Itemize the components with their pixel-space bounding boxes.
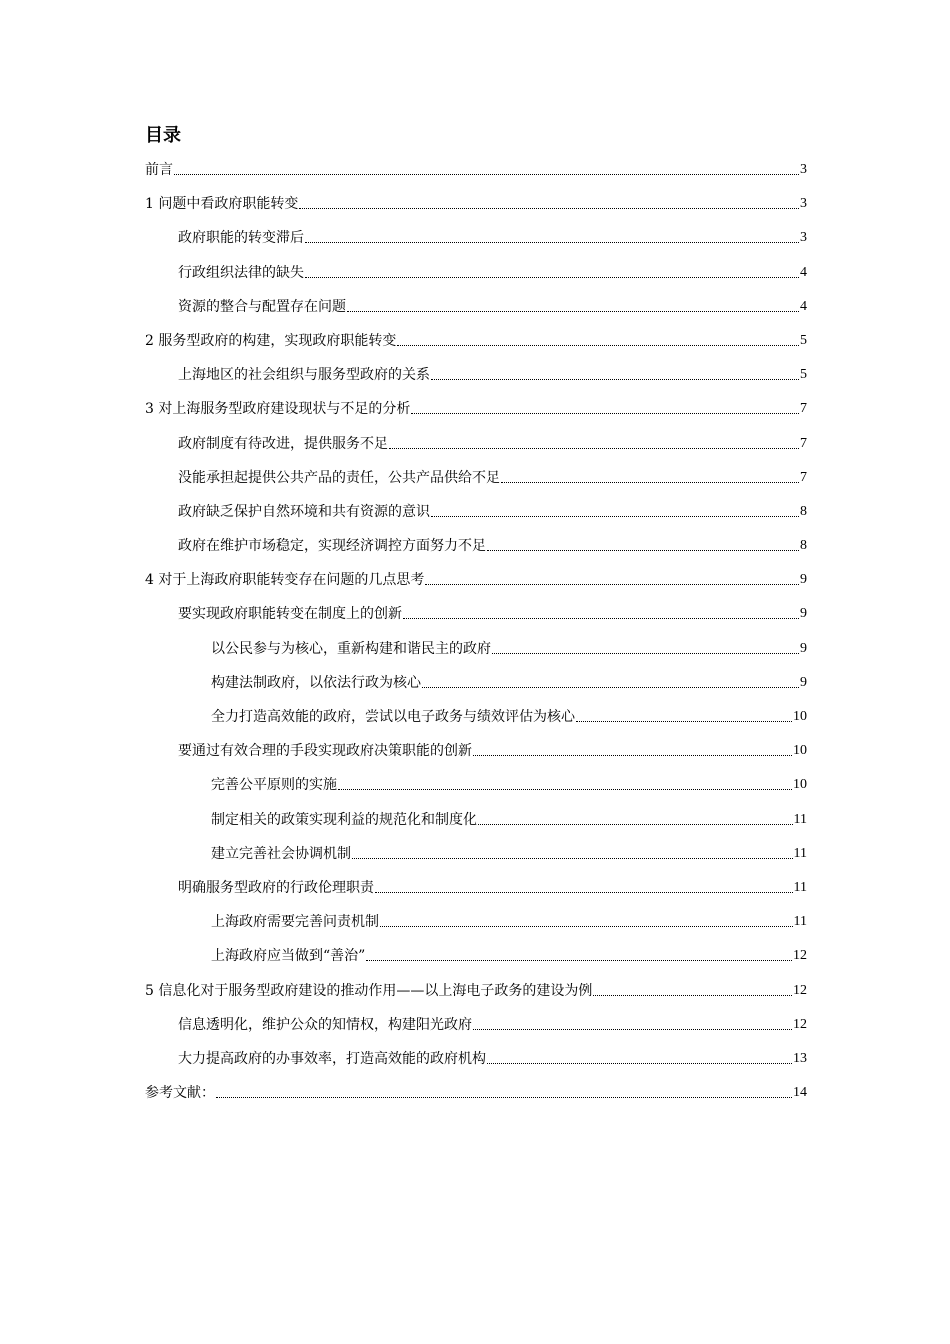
toc-page-number: 3	[800, 162, 807, 177]
toc-entry-title: 上海政府应当做到“善治”	[211, 948, 366, 965]
toc-entry-title: 5 信息化对于服务型政府建设的推动作用——以上海电子政务的建设为例	[145, 982, 593, 999]
toc-entry[interactable]	[145, 525, 807, 559]
toc-dot-leader	[366, 960, 792, 961]
toc-dot-leader	[380, 926, 793, 927]
toc-entry[interactable]	[145, 354, 807, 388]
toc-entry[interactable]	[145, 457, 807, 491]
toc-entry[interactable]	[145, 833, 807, 867]
toc-dot-leader	[403, 618, 799, 619]
toc-dot-leader	[593, 995, 792, 996]
toc-entry-title: 大力提高政府的办事效率，打造高效能的政府机构	[178, 1050, 486, 1067]
toc-dot-leader	[352, 858, 793, 859]
toc-entry-title: 要通过有效合理的手段实现政府决策职能的创新	[178, 743, 472, 760]
toc-dot-leader	[478, 824, 793, 825]
toc-page-number: 11	[793, 914, 807, 930]
toc-entry[interactable]	[145, 1038, 807, 1072]
toc-page-number: 3	[800, 230, 807, 246]
toc-page-number: 11	[793, 879, 807, 895]
toc-dot-leader	[305, 277, 799, 278]
toc-entry[interactable]	[145, 217, 807, 251]
toc-entry[interactable]	[145, 662, 807, 696]
toc-entry-title: 政府缺乏保护自然环境和共有资源的意识	[178, 503, 430, 520]
toc-page-number: 8	[800, 538, 807, 554]
toc-entry[interactable]	[145, 1004, 807, 1038]
toc-dot-leader	[431, 516, 799, 517]
toc-page-number: 10	[793, 709, 807, 724]
toc-entry[interactable]	[145, 593, 807, 627]
toc-entry-title: 以公民参与为核心，重新构建和谐民主的政府	[211, 640, 491, 657]
toc-page-number: 10	[793, 743, 807, 759]
toc-entry[interactable]	[145, 286, 807, 320]
toc-entry[interactable]	[145, 491, 807, 525]
toc-entry-title: 行政组织法律的缺失	[178, 264, 304, 281]
toc-title: 目录	[145, 125, 181, 146]
toc-dot-leader	[299, 208, 799, 209]
toc-dot-leader	[174, 174, 799, 175]
toc-entry-title: 2 服务型政府的构建，实现政府职能转变	[145, 332, 397, 349]
toc-dot-leader	[422, 687, 799, 688]
toc-dot-leader	[305, 242, 799, 243]
toc-page-number: 11	[793, 845, 807, 861]
toc-page-number: 12	[793, 1016, 807, 1032]
toc-page-number: 11	[793, 811, 807, 827]
toc-dot-leader	[501, 482, 799, 483]
toc-entry[interactable]	[145, 798, 807, 832]
toc-entry[interactable]	[145, 696, 807, 730]
toc-entry-title: 政府职能的转变滞后	[178, 230, 304, 247]
toc-dot-leader	[473, 755, 792, 756]
toc-entry-title: 上海地区的社会组织与服务型政府的关系	[178, 367, 430, 384]
toc-page-number: 5	[800, 367, 807, 383]
toc-page-number: 7	[800, 469, 807, 485]
toc-page-number: 9	[800, 572, 807, 588]
toc-entry[interactable]	[145, 867, 807, 901]
toc-entry-title: 前言	[145, 162, 173, 178]
toc-entry-title: 政府制度有待改进，提供服务不足	[178, 435, 388, 452]
toc-page-number: 12	[793, 948, 807, 964]
toc-entry-title: 构建法制政府，以依法行政为核心	[211, 674, 421, 691]
toc-entry[interactable]	[145, 935, 807, 969]
toc-page-number: 4	[800, 264, 807, 280]
toc-page-number: 9	[800, 674, 807, 690]
toc-entry[interactable]	[145, 1072, 807, 1106]
toc-dot-leader	[487, 1063, 792, 1064]
toc-entry-title: 上海政府需要完善问责机制	[211, 914, 379, 931]
toc-entry-title: 没能承担起提供公共产品的责任，公共产品供给不足	[178, 469, 500, 486]
toc-entry[interactable]	[145, 320, 807, 354]
toc-page-number: 3	[800, 196, 807, 212]
toc-page-number: 5	[800, 332, 807, 348]
toc-dot-leader	[389, 448, 799, 449]
toc-entry-title: 参考文献：	[145, 1085, 215, 1102]
toc-entry[interactable]	[145, 388, 807, 422]
toc-page-number: 9	[800, 640, 807, 656]
toc-entry[interactable]	[145, 901, 807, 935]
toc-dot-leader	[216, 1097, 792, 1098]
toc-page-number: 13	[793, 1050, 807, 1066]
toc-entry[interactable]	[145, 627, 807, 661]
toc-dot-leader	[425, 584, 799, 585]
toc-entry-title: 资源的整合与配置存在问题	[178, 298, 346, 315]
toc-page-number: 7	[800, 435, 807, 451]
toc-entry[interactable]	[145, 183, 807, 217]
toc-entry-title: 4 对于上海政府职能转变存在问题的几点思考	[145, 572, 425, 589]
toc-entry[interactable]	[145, 422, 807, 456]
toc-dot-leader	[347, 311, 799, 312]
toc-entry-title: 3 对上海服务型政府建设现状与不足的分析	[145, 401, 411, 418]
toc-dot-leader	[492, 653, 799, 654]
toc-page-number: 10	[793, 777, 807, 793]
table-of-contents	[145, 159, 807, 1106]
toc-dot-leader	[576, 721, 792, 722]
toc-dot-leader	[338, 789, 792, 790]
toc-entry-title: 政府在维护市场稳定，实现经济调控方面努力不足	[178, 538, 486, 555]
toc-entry-title: 1 问题中看政府职能转变	[145, 196, 299, 213]
toc-entry[interactable]	[145, 159, 807, 183]
toc-entry[interactable]	[145, 764, 807, 798]
toc-entry-title: 要实现政府职能转变在制度上的创新	[178, 606, 402, 623]
toc-entry[interactable]	[145, 730, 807, 764]
toc-entry-title: 建立完善社会协调机制	[211, 845, 351, 862]
toc-page-number: 14	[793, 1085, 807, 1101]
toc-dot-leader	[431, 379, 799, 380]
toc-dot-leader	[473, 1029, 792, 1030]
toc-dot-leader	[375, 892, 793, 893]
toc-page-number: 4	[800, 298, 807, 314]
toc-dot-leader	[397, 345, 799, 346]
toc-entry-title: 完善公平原则的实施	[211, 777, 337, 794]
toc-entry-title: 制定相关的政策实现利益的规范化和制度化	[211, 811, 477, 828]
toc-entry-title: 明确服务型政府的行政伦理职责	[178, 879, 374, 896]
toc-entry[interactable]	[145, 559, 807, 593]
toc-entry[interactable]	[145, 251, 807, 285]
toc-dot-leader	[411, 413, 799, 414]
toc-dot-leader	[487, 550, 799, 551]
toc-page-number: 8	[800, 503, 807, 519]
toc-entry-title: 信息透明化，维护公众的知情权，构建阳光政府	[178, 1016, 472, 1033]
toc-entry-title: 全力打造高效能的政府，尝试以电子政务与绩效评估为核心	[211, 709, 575, 725]
toc-entry[interactable]	[145, 969, 807, 1003]
toc-page-number: 7	[800, 401, 807, 417]
toc-page-number: 9	[800, 606, 807, 622]
toc-page-number: 12	[793, 982, 807, 998]
